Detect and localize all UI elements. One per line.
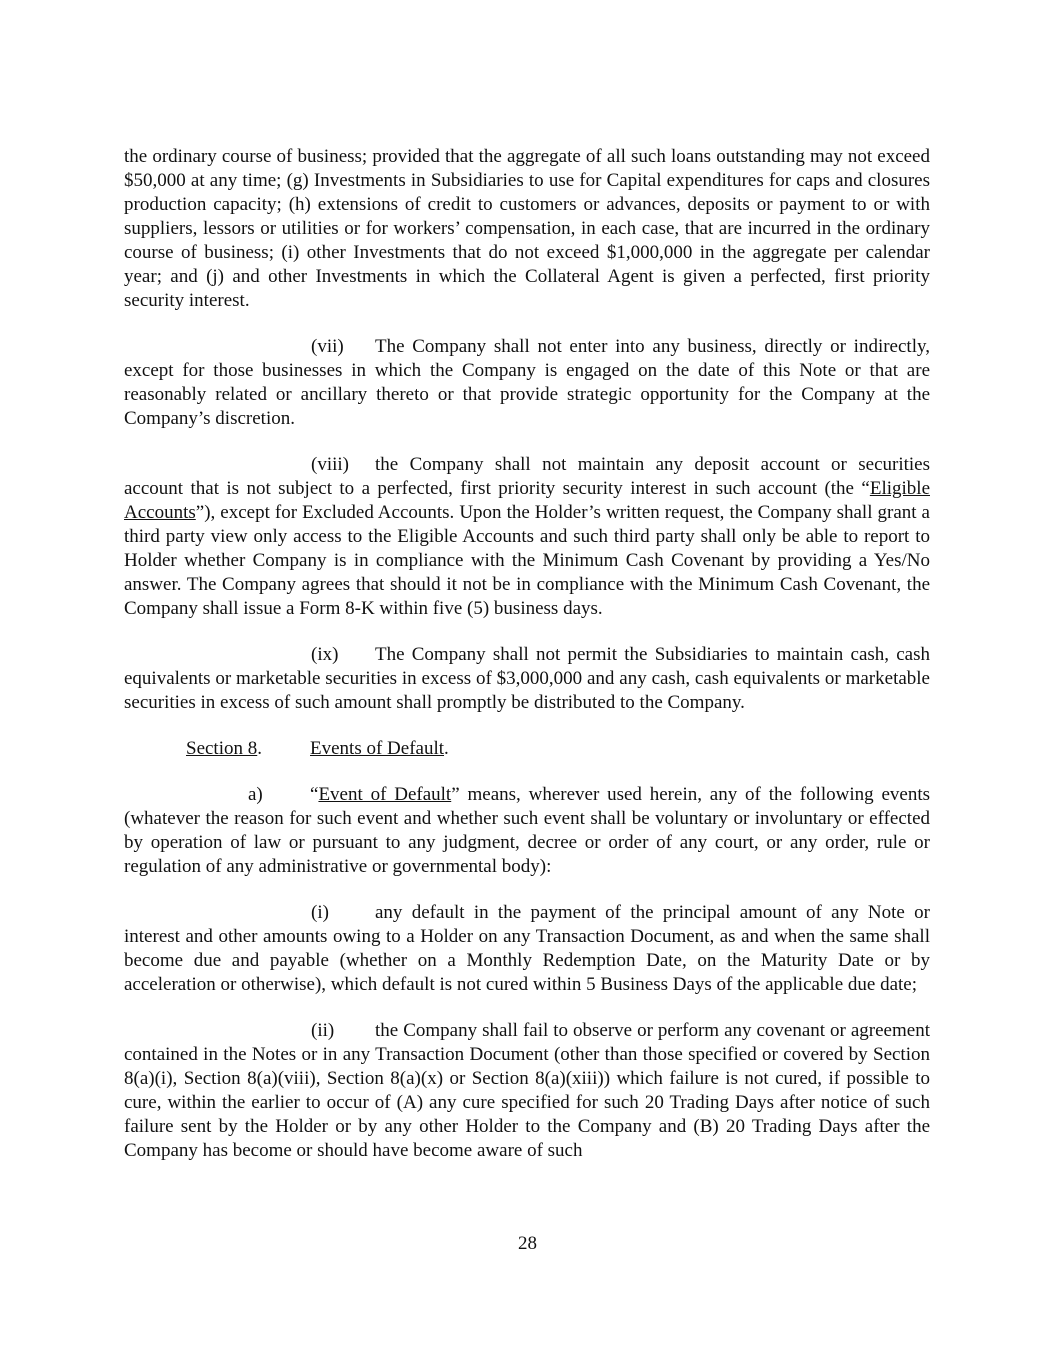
item-label: (ii) xyxy=(311,1020,335,1041)
item-text: The Company shall not enter into any business, directly or indirectly, except for those businesses in which the Company is engaged on the date of this Note or that are reasonably related or ancillary thereto or that provide strategic opportunity for the Company at the Company’s discretion. xyxy=(124,336,930,429)
open-quote: “ xyxy=(310,784,319,805)
section-number-wrap xyxy=(186,737,310,761)
item-text: any default in the payment of the principal amount of any Note or interest and other amounts owing to a Holder on any Transaction Document, as and when the same shall become due and payable (whether on a Monthly Redemption Date, on the Maturity Date or by acceleration or otherwise), which default is not cured within 5 Business Days of the applicable due date; xyxy=(124,902,930,995)
item-label: (i) xyxy=(311,902,329,923)
item-label: (vii) xyxy=(311,336,344,357)
item-i xyxy=(124,901,930,997)
defined-term: Eligible Accounts xyxy=(124,478,930,523)
paragraph-continuation: the ordinary course of business; provided that the aggregate of all such loans outstanding may not exceed $50,000 at any time; (g) Investments in Subsidiaries to use for Capital expenditures for caps and closures production capacity; (h) extensions of credit to customers or advances, deposits or payment to or with suppliers, lessors or utilities or for workers’ compensation, in each case, that are incurred in the ordinary course of business; (i) other Investments that do not exceed $1,000,000 in the aggregate per calendar year; and (j) and other Investments in which the Collateral Agent is given a perfected, first priority security interest. xyxy=(124,146,930,311)
item-text-cont: ”), except for Excluded Accounts. Upon the Holder’s written request, the Company shall grant a third party view only access to the Eligible Accounts and such third party shall only be able to report to Holder whether Company is in compliance with the Minimum Cash Covenant by providing a Yes/No answer. The Company agrees that should it not be in compliance with the Minimum Cash Covenant, the Company shall issue a Form 8-K within five (5) business days. xyxy=(124,502,930,619)
defined-term: Event of Default xyxy=(318,784,452,805)
clause-label: a) xyxy=(248,784,263,805)
item-text: the Company shall not maintain any deposit account or securities account that is not subject to a perfected, first priority security interest in such account (the “ xyxy=(124,454,930,499)
section-heading xyxy=(186,737,930,761)
section-number: Section 8 xyxy=(186,738,258,759)
document-page xyxy=(124,145,930,1185)
page-number: 28 xyxy=(518,1233,537,1254)
item-label: (ix) xyxy=(311,644,339,665)
item-text: The Company shall not permit the Subsidiaries to maintain cash, cash equivalents or marketable securities in excess of $3,000,000 and any cash, cash equivalents or marketable securities in excess of such amount shall promptly be distributed to the Company. xyxy=(124,644,930,713)
item-ii xyxy=(124,1019,930,1163)
item-label: (viii) xyxy=(311,454,349,475)
clause-a xyxy=(124,783,930,879)
clause-text: ” means, wherever used herein, any of the following events (whatever the reason for such event and whether such event shall be voluntary or involuntary or effected by operation of law or pursuant to any judgment, decree or order of any court, or any order, rule or regulation of any administrative or governmental body): xyxy=(124,784,931,877)
paragraph-ix xyxy=(124,643,930,715)
section-number-punct: . xyxy=(257,738,262,759)
item-text: the Company shall fail to observe or perform any covenant or agreement contained in the Notes or in any Transaction Document (other than those specified or covered by Section 8(a)(i), Section 8(a)(viii), Section 8(a)(x) or Section 8(a)(xiii)) which failure is not cured, if possible to cure, within the earlier to occur of (A) any cure specified for such 20 Trading Days after notice of such failure sent by the Holder or by any other Holder to the Company and (B) 20 Trading Days after the Company has become or should have become aware of such xyxy=(124,1020,930,1161)
paragraph-vii xyxy=(124,335,930,431)
section-title: Events of Default xyxy=(310,738,445,759)
paragraph-viii xyxy=(124,453,930,621)
section-title-punct: . xyxy=(444,738,449,759)
